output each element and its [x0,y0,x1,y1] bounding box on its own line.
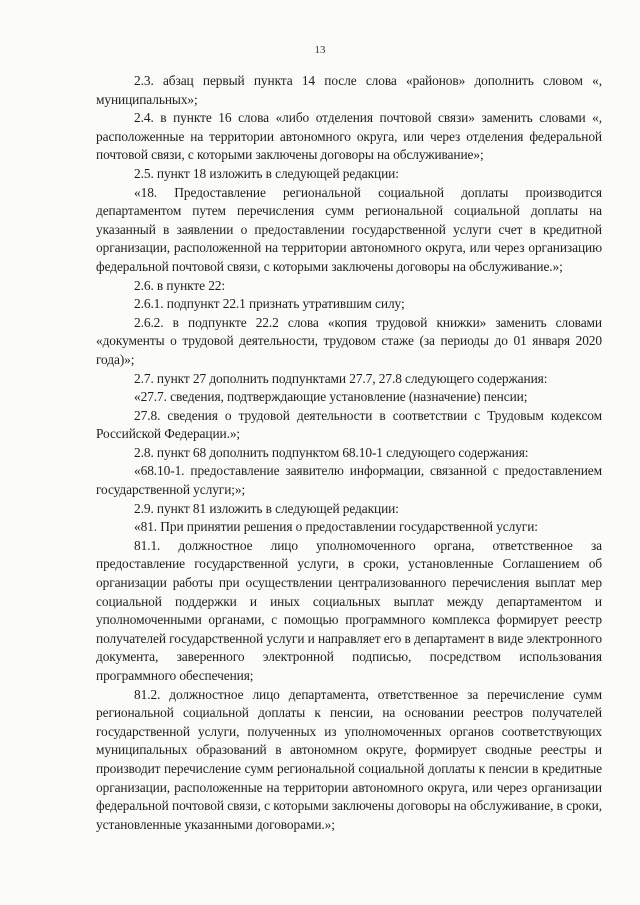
paragraph-27-8: 27.8. сведения о трудовой деятельности в соответствии с Трудовым кодексом Российской Федерации.»; [96,407,602,442]
paragraph-18-text: «18. Предоставление региональной социальной доплаты производится департаментом путем перечисления сумм региональной социальной доплаты на указанный в заявлении о предоставлении государственной услуги счет в кредитной организации, расположенной на территории автономного округа, или через организацию федеральной почтовой связи, с которыми заключены договоры на обслуживание.»; [96,184,602,274]
paragraph-2-4: 2.4. в пункте 16 слова «либо отделения почтовой связи» заменить словами «, расположенные на территории автономного округа, или через отделения федеральной почтовой связи, с которыми заключены договоры на обслуживание»; [96,110,602,163]
paragraph-2-3: 2.3. абзац первый пункта 14 после слова «районов» дополнить словом «, муниципальных»; [96,73,602,107]
paragraph-2-8: 2.8. пункт 68 дополнить подпунктом 68.10-1 следующего содержания: [134,444,529,460]
page-number: 13 [314,44,326,56]
paragraph-81: «81. При принятии решения о предоставлении государственной услуги: [134,519,538,535]
paragraph-81-1: 81.1. должностное лицо уполномоченного органа, ответственное за предоставление государственной услуги, в сроки, установленные Соглашением об организации работы при осуществлении централизованного перечисления выплат мер социальной поддержки и иных социальных выплат между департаментом и уполномоченными органами, с помощью программного комплекса формирует реестр получателей государственной услуги и направляет его в департамент в виде электронного документа, заверенного электронной подписью, посредством использования программного обеспечения; [96,537,602,683]
paragraph-2-6-2: 2.6.2. в подпункте 22.2 слова «копия трудовой книжки» заменить словами «документы о трудовой деятельности, трудовом стаже (за периоды до 01 января 2020 года)»; [96,314,602,367]
paragraph-2-6: 2.6. в пункте 22: [134,277,226,293]
paragraph-2-6-1: 2.6.1. подпункт 22.1 признать утратившим силу; [134,296,405,312]
document-body [96,72,602,834]
paragraph-68-10-1: «68.10-1. предоставление заявителю информации, связанной с предоставлением государственной услуги;»; [96,463,602,498]
paragraph-27-7: «27.7. сведения, подтверждающие установление (назначение) пенсии; [134,389,528,405]
paragraph-2-9: 2.9. пункт 81 изложить в следующей редакции: [134,500,399,516]
paragraph-81-2: 81.2. должностное лицо департамента, ответственное за перечисление сумм региональной социальной доплаты к пенсии, на основании реестров получателей государственной услуги, полученных из уполномоченных органов соответствующих муниципальных образований в автономном округе, формирует сводные реестры и производит перечисление сумм региональной социальной доплаты к пенсии в кредитные организации, расположенные на территории автономного округа, или через организации федеральной почтовой связи, с которыми заключены договоры на обслуживание, в сроки, установленные указанными договорами.»; [96,686,602,832]
paragraph-2-7: 2.7. пункт 27 дополнить подпунктами 27.7, 27.8 следующего содержания: [134,370,548,386]
paragraph-2-5: 2.5. пункт 18 изложить в следующей редакции: [134,165,399,181]
